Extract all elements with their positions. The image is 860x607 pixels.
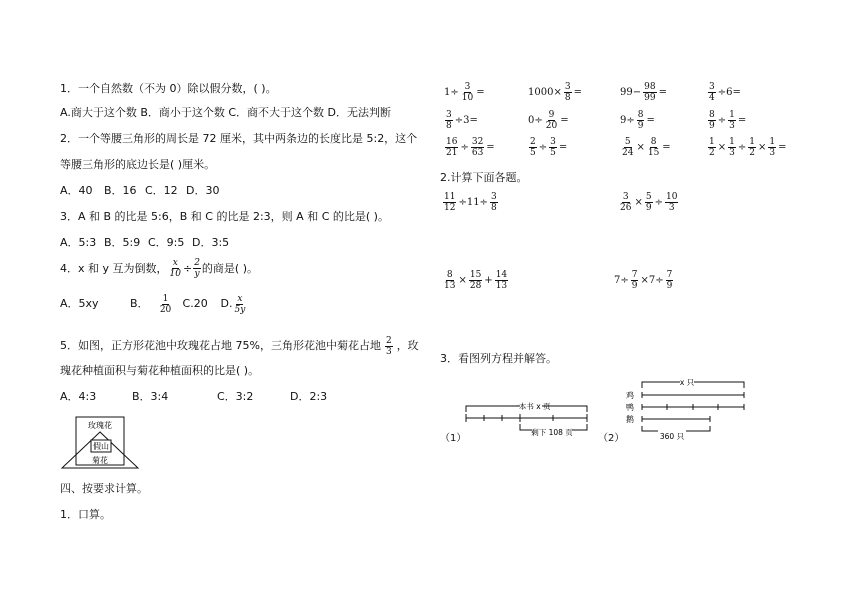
numerator: 32	[471, 137, 484, 147]
fraction	[443, 192, 456, 213]
question-5-text-end: ，玫	[396, 339, 419, 352]
denominator: 28	[469, 281, 482, 291]
fraction	[631, 270, 639, 291]
question-1-options: A.商大于这个数 B．商小于这个数 C．商不大于这个数 D．无法判断	[60, 106, 392, 119]
fraction	[643, 82, 656, 103]
question-4-options	[60, 290, 247, 318]
chrysanthemum-label: 菊花	[92, 456, 108, 465]
numerator: 8	[637, 110, 644, 120]
question-4	[60, 258, 258, 279]
denominator: 20	[159, 304, 172, 315]
equals: =	[658, 87, 667, 98]
question-5-line-2: 瑰花种植面积与菊花种植面积的比是( )。	[60, 364, 260, 377]
question-4-prefix: 4．x 和 y 互为倒数，	[60, 261, 168, 275]
oral-2-2	[528, 110, 569, 131]
question-5-options	[60, 390, 327, 404]
denominator: 24	[622, 148, 634, 158]
denominator: 3	[668, 203, 675, 213]
option-d: D．30	[186, 184, 220, 197]
numerator: x	[237, 293, 243, 304]
row-label-duck: 鸭	[626, 403, 634, 412]
oral-2-4	[707, 110, 746, 131]
equals: =	[486, 142, 495, 153]
fraction	[564, 82, 572, 103]
calc-2	[618, 192, 679, 213]
fraction	[768, 137, 776, 158]
fraction	[490, 192, 498, 213]
numerator: 7	[666, 270, 673, 280]
question-3: 3．A 和 B 的比是 5:6，B 和 C 的比是 2:3，则 A 和 C 的比是( )。	[60, 210, 389, 223]
oral-2-3	[620, 110, 655, 131]
fraction	[495, 270, 508, 291]
numerator: 3	[622, 192, 629, 202]
calc-3	[442, 270, 509, 291]
denominator: 3	[729, 121, 735, 131]
denominator: 5	[550, 148, 556, 158]
denominator: 5y	[234, 304, 246, 315]
calc-heading: 2.计算下面各题。	[440, 171, 528, 184]
operator: ÷	[538, 142, 548, 153]
numerator: 14	[495, 270, 508, 280]
expr-pre: 1000×	[528, 87, 562, 98]
fraction	[445, 137, 458, 158]
numerator: 2	[530, 137, 536, 147]
question-1: 1．一个自然数（不为 0）除以假分数，( )。	[60, 82, 277, 95]
oral-2-1	[444, 110, 478, 131]
row-label-goose: 鹅	[626, 415, 634, 424]
expr-pre: 9÷	[620, 115, 635, 126]
numerator: 3	[550, 137, 556, 147]
calc-1	[442, 192, 499, 213]
oral-calc-heading: 1．口算。	[60, 508, 111, 521]
expr-pre: 0÷	[528, 115, 543, 126]
fraction	[529, 137, 537, 158]
denominator: 9	[666, 281, 673, 291]
option-b: B．16	[104, 184, 137, 197]
denominator: 26	[620, 203, 632, 213]
numerator: 5	[645, 192, 652, 202]
diagram-1	[462, 398, 592, 444]
operator: ×	[634, 197, 643, 208]
numerator: 1	[162, 293, 169, 304]
fraction	[461, 82, 474, 103]
numerator: 8	[709, 110, 715, 120]
fraction	[443, 270, 456, 291]
fraction	[471, 137, 484, 158]
numerator: 3	[564, 82, 571, 92]
denominator: 9	[709, 121, 715, 131]
numerator: 3	[464, 82, 471, 92]
numerator: 11	[444, 192, 456, 202]
oral-3-1	[444, 137, 495, 158]
option-a: A．4:3	[60, 390, 97, 403]
option-c: C.20	[182, 297, 208, 310]
numerator: 2	[385, 335, 392, 346]
option-a: A．5xy	[60, 297, 99, 310]
fraction	[445, 110, 453, 131]
fraction	[645, 192, 653, 213]
numerator: 2	[194, 258, 200, 268]
operator: ÷	[737, 142, 747, 153]
option-b: B．5:9	[104, 236, 141, 249]
denominator: 10	[461, 93, 474, 103]
denominator: 99	[644, 93, 656, 103]
oral-3-3	[620, 137, 671, 158]
total-pages-label: 一本书 x 页	[511, 402, 551, 411]
question-4-suffix: 的商是( )。	[201, 261, 259, 275]
oral-1-1	[444, 82, 485, 103]
operator: ×	[636, 142, 645, 153]
equals: =	[558, 142, 568, 153]
garden-figure	[60, 414, 140, 474]
fraction	[665, 192, 678, 213]
question-2-line-1: 2．一个等腰三角形的周长是 72 厘米，其中两条边的长度比是 5:2，这个	[60, 132, 418, 145]
denominator: 15	[647, 148, 660, 158]
denominator: 13	[495, 281, 508, 291]
fraction	[647, 137, 660, 158]
expr-pre: 1÷	[444, 87, 459, 98]
divide-sign: ÷	[182, 261, 193, 275]
operator: ÷11÷	[458, 197, 488, 208]
denominator: 8	[564, 93, 571, 103]
fraction	[748, 137, 756, 158]
fraction	[708, 137, 716, 158]
option-b: B．3:4	[132, 390, 169, 403]
option-a: A．5:3	[60, 236, 97, 249]
rockery-label: 假山	[93, 442, 109, 451]
numerator: 15	[469, 270, 482, 280]
numerator: 3	[446, 110, 452, 120]
equals: =	[573, 87, 582, 98]
equation-heading: 3．看图列方程并解答。	[440, 352, 557, 365]
numerator: 1	[749, 137, 755, 147]
numerator: 1	[769, 137, 776, 147]
numerator: 8	[650, 137, 657, 147]
option-d: D．2:3	[290, 390, 328, 403]
question-2-options	[60, 184, 219, 198]
equals: =	[560, 115, 569, 126]
denominator: 2	[749, 148, 755, 158]
option-c: C．9:5	[148, 236, 185, 249]
question-5-text: 5．如图，正方形花池中玫瑰花占地 75%，三角形花池中菊花占地	[60, 339, 381, 352]
denominator: 9	[645, 203, 652, 213]
fraction	[708, 82, 716, 103]
denominator: 4	[709, 93, 715, 103]
numerator: 9	[548, 110, 555, 120]
oral-3-2	[528, 137, 567, 158]
expr-post: ÷6=	[717, 87, 741, 98]
denominator: 3	[769, 148, 776, 158]
operator: ÷	[717, 115, 727, 126]
denominator: 5	[530, 148, 536, 158]
operator: +	[484, 275, 493, 286]
denominator: 2	[709, 148, 715, 158]
fraction	[708, 110, 716, 131]
fraction	[621, 137, 634, 158]
fraction	[545, 110, 558, 131]
oral-1-4	[707, 82, 741, 103]
diagram-2-label: （2）	[598, 433, 625, 444]
denominator: 3	[729, 148, 735, 158]
numerator: 7	[631, 270, 638, 280]
option-d: D．3:5	[192, 236, 230, 249]
diagram-2	[618, 376, 758, 446]
numerator: 5	[624, 137, 631, 147]
numerator: 16	[446, 137, 458, 147]
section-4-heading: 四、按要求计算。	[60, 482, 148, 495]
oral-3-4	[707, 137, 787, 158]
question-5-line-1	[60, 332, 419, 360]
denominator: 8	[490, 203, 497, 213]
expr-post: ÷3=	[454, 115, 478, 126]
diagram-1-label: （1）	[440, 433, 467, 444]
numerator: 1	[729, 137, 735, 147]
option-c: C．12	[145, 184, 178, 197]
fraction	[549, 137, 557, 158]
option-c: C．3:2	[217, 390, 254, 403]
equals: =	[476, 87, 485, 98]
expr-pre: 99−	[620, 87, 642, 98]
denominator: 9	[631, 281, 638, 291]
bottom-bracket	[642, 426, 710, 431]
operator: ×	[458, 275, 467, 286]
fraction	[234, 294, 247, 315]
remaining-pages-label: 剩下 108 页	[531, 428, 573, 437]
fraction	[637, 110, 645, 131]
rose-label: 玫瑰花	[88, 421, 112, 430]
oral-1-2	[528, 82, 582, 103]
fraction	[193, 258, 201, 279]
numerator: 10	[665, 192, 678, 202]
operator: ×7÷	[640, 275, 664, 286]
numerator: 98	[644, 82, 656, 92]
equals: =	[778, 142, 787, 153]
row-label-chicken: 鸡	[626, 391, 634, 400]
fraction	[728, 110, 736, 131]
operator: ×	[757, 142, 767, 153]
option-d: D.	[220, 297, 233, 310]
denominator: 20	[545, 121, 558, 131]
denominator: 8	[446, 121, 452, 131]
operator: ×	[717, 142, 727, 153]
option-b: B．	[130, 297, 149, 310]
fraction	[169, 258, 182, 279]
fraction	[469, 270, 482, 291]
operator: ÷	[654, 197, 663, 208]
denominator: 10	[169, 269, 181, 279]
numerator: 1	[729, 110, 735, 120]
numerator: 3	[490, 192, 497, 202]
numerator: x	[172, 258, 178, 268]
total-label: x 只	[679, 378, 695, 387]
equals: =	[662, 142, 671, 153]
denominator: 12	[444, 203, 456, 213]
denominator: 3	[385, 346, 392, 357]
question-3-options	[60, 236, 229, 250]
oral-1-3	[620, 82, 667, 103]
option-a: A．40	[60, 184, 93, 197]
calc-4	[614, 270, 674, 291]
fraction	[150, 294, 182, 315]
question-2-line-2: 等腰三角形的底边长是( )厘米。	[60, 158, 216, 171]
fraction	[666, 270, 674, 291]
denominator: 63	[471, 148, 484, 158]
fraction	[728, 137, 736, 158]
fraction	[385, 336, 393, 357]
expr-pre: 7÷	[614, 275, 629, 286]
denominator: 9	[637, 121, 644, 131]
denominator: y	[194, 269, 200, 279]
operator: ÷	[460, 142, 469, 153]
denominator: 21	[446, 148, 458, 158]
fraction	[619, 192, 632, 213]
equals: =	[737, 115, 747, 126]
equals: =	[646, 115, 655, 126]
denominator: 13	[444, 281, 456, 291]
goose-count-label: 360 只	[659, 432, 685, 441]
numerator: 8	[446, 270, 453, 280]
numerator: 3	[709, 82, 715, 92]
numerator: 1	[709, 137, 715, 147]
